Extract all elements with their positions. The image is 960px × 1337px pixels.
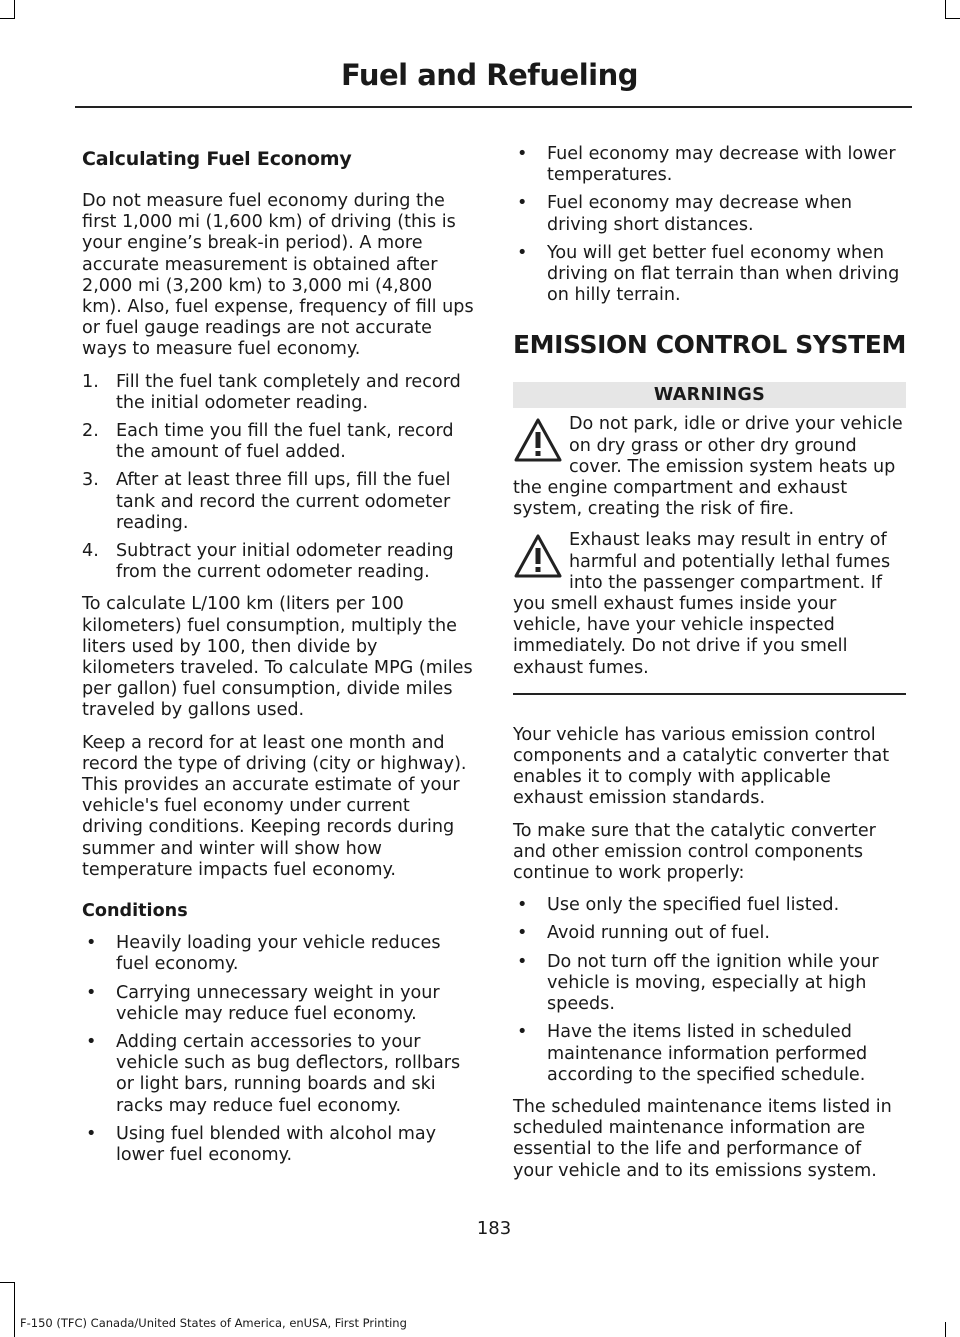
header-divider — [75, 106, 912, 108]
crop-mark — [0, 18, 15, 19]
list-item: • Avoid running out of fuel. — [517, 923, 770, 944]
step-item: 1. Fill the fuel tank completely and record the initial odometer reading. — [82, 371, 461, 413]
step-item: 4. Subtract your initial odometer reading from the current odometer reading. — [82, 541, 454, 583]
step-item: 2. Each time you fill the fuel tank, record the amount of fuel added. — [82, 421, 454, 463]
warnings-divider — [513, 693, 906, 695]
conditions-list — [82, 933, 475, 1166]
crop-mark — [0, 1282, 15, 1283]
section-heading-fuel-economy: Calculating Fuel Economy — [82, 148, 352, 170]
crop-mark — [14, 1282, 15, 1337]
warning-item — [513, 530, 906, 678]
record-paragraph: Keep a record for at least one month and record the type of driving (city or highway). This provides an accurate estimate of your vehicle's fuel economy under current driving conditions. Keeping records during summer and winter will show how temperature impacts fuel economy. — [82, 732, 467, 880]
crop-mark — [945, 18, 960, 19]
step-item: 3. After at least three fill ups, fill the fuel tank and record the current odometer reading. — [82, 470, 451, 533]
crop-mark — [945, 0, 946, 18]
list-item: • Using fuel blended with alcohol may lower fuel economy. — [86, 1123, 437, 1165]
fuel-economy-bullets — [513, 144, 906, 306]
list-item: • Carrying unnecessary weight in your vehicle may reduce fuel economy. — [86, 982, 440, 1024]
emission-paragraph: Your vehicle has various emission control components and a catalytic converter that enables it to comply with applicable exhaust emission standards. — [513, 724, 890, 809]
emission-paragraph: The scheduled maintenance items listed in scheduled maintenance information are essential to the life and performance of your vehicle and to its emissions system. — [513, 1096, 892, 1181]
page-number: 183 — [476, 1218, 512, 1239]
emission-bullets — [513, 895, 906, 1086]
list-item: • You will get better fuel economy when driving on flat terrain than when driving on hilly terrain. — [517, 242, 900, 306]
warning-text: Exhaust leaks may result in entry of harmful and potentially lethal fumes into the passenger compartment. If you smell exhaust fumes inside your vehicle, have your vehicle inspected immediately. Do not drive if you smell exhaust fumes. — [513, 530, 891, 678]
crop-mark — [14, 0, 15, 18]
section-heading-emission: EMISSION CONTROL SYSTEM — [513, 330, 906, 360]
list-item: • Fuel economy may decrease when driving short distances. — [517, 193, 853, 235]
warning-triangle-icon — [513, 532, 563, 580]
list-item: • Do not turn off the ignition while your vehicle is moving, especially at high speeds. — [517, 951, 879, 1015]
emission-paragraph: To make sure that the catalytic converter and other emission control components continue to work properly: — [513, 820, 876, 884]
crop-mark — [945, 1322, 946, 1337]
warning-text: Do not park, idle or drive your vehicle on dry grass or other dry ground cover. The emission system heats up the engine compartment and exhaust system, creating the risk of fire. — [513, 414, 903, 520]
list-item: • Heavily loading your vehicle reduces fuel economy. — [86, 933, 441, 975]
conditions-heading: Conditions — [82, 901, 188, 922]
warnings-header: WARNINGS — [513, 382, 906, 408]
warning-item — [513, 414, 906, 520]
page-title: Fuel and Refueling — [340, 58, 638, 92]
calculation-paragraph: To calculate L/100 km (liters per 100 kilometers) fuel consumption, multiply the liters used by 100, then divide by kilometers traveled. To calculate MPG (miles per gallon) fuel consumption, divide miles traveled by gallons used. — [82, 594, 473, 721]
warning-triangle-icon — [513, 416, 563, 464]
intro-paragraph: Do not measure fuel economy during the first 1,000 mi (1,600 km) of driving (this is your engine’s break-in period). A more accurate measurement is obtained after 2,000 mi (3,200 km) to 3,000 mi (4,800 km). Also, fuel expense, frequency of fill ups or fuel gauge readings are not accurate ways to measure fuel economy. — [82, 191, 474, 360]
list-item: • Use only the specified fuel listed. — [517, 895, 840, 916]
footer-text: F-150 (TFC) Canada/United States of America, enUSA, First Printing — [20, 1316, 407, 1330]
steps-list — [82, 372, 475, 584]
list-item: • Fuel economy may decrease with lower temperatures. — [517, 144, 896, 186]
list-item: • Adding certain accessories to your vehicle such as bug deflectors, rollbars or light bars, running boards and ski racks may reduce fuel economy. — [86, 1031, 461, 1116]
right-column — [513, 144, 906, 1193]
list-item: • Have the items listed in scheduled maintenance information performed according to the specified schedule. — [517, 1022, 868, 1085]
left-column — [82, 144, 475, 1177]
